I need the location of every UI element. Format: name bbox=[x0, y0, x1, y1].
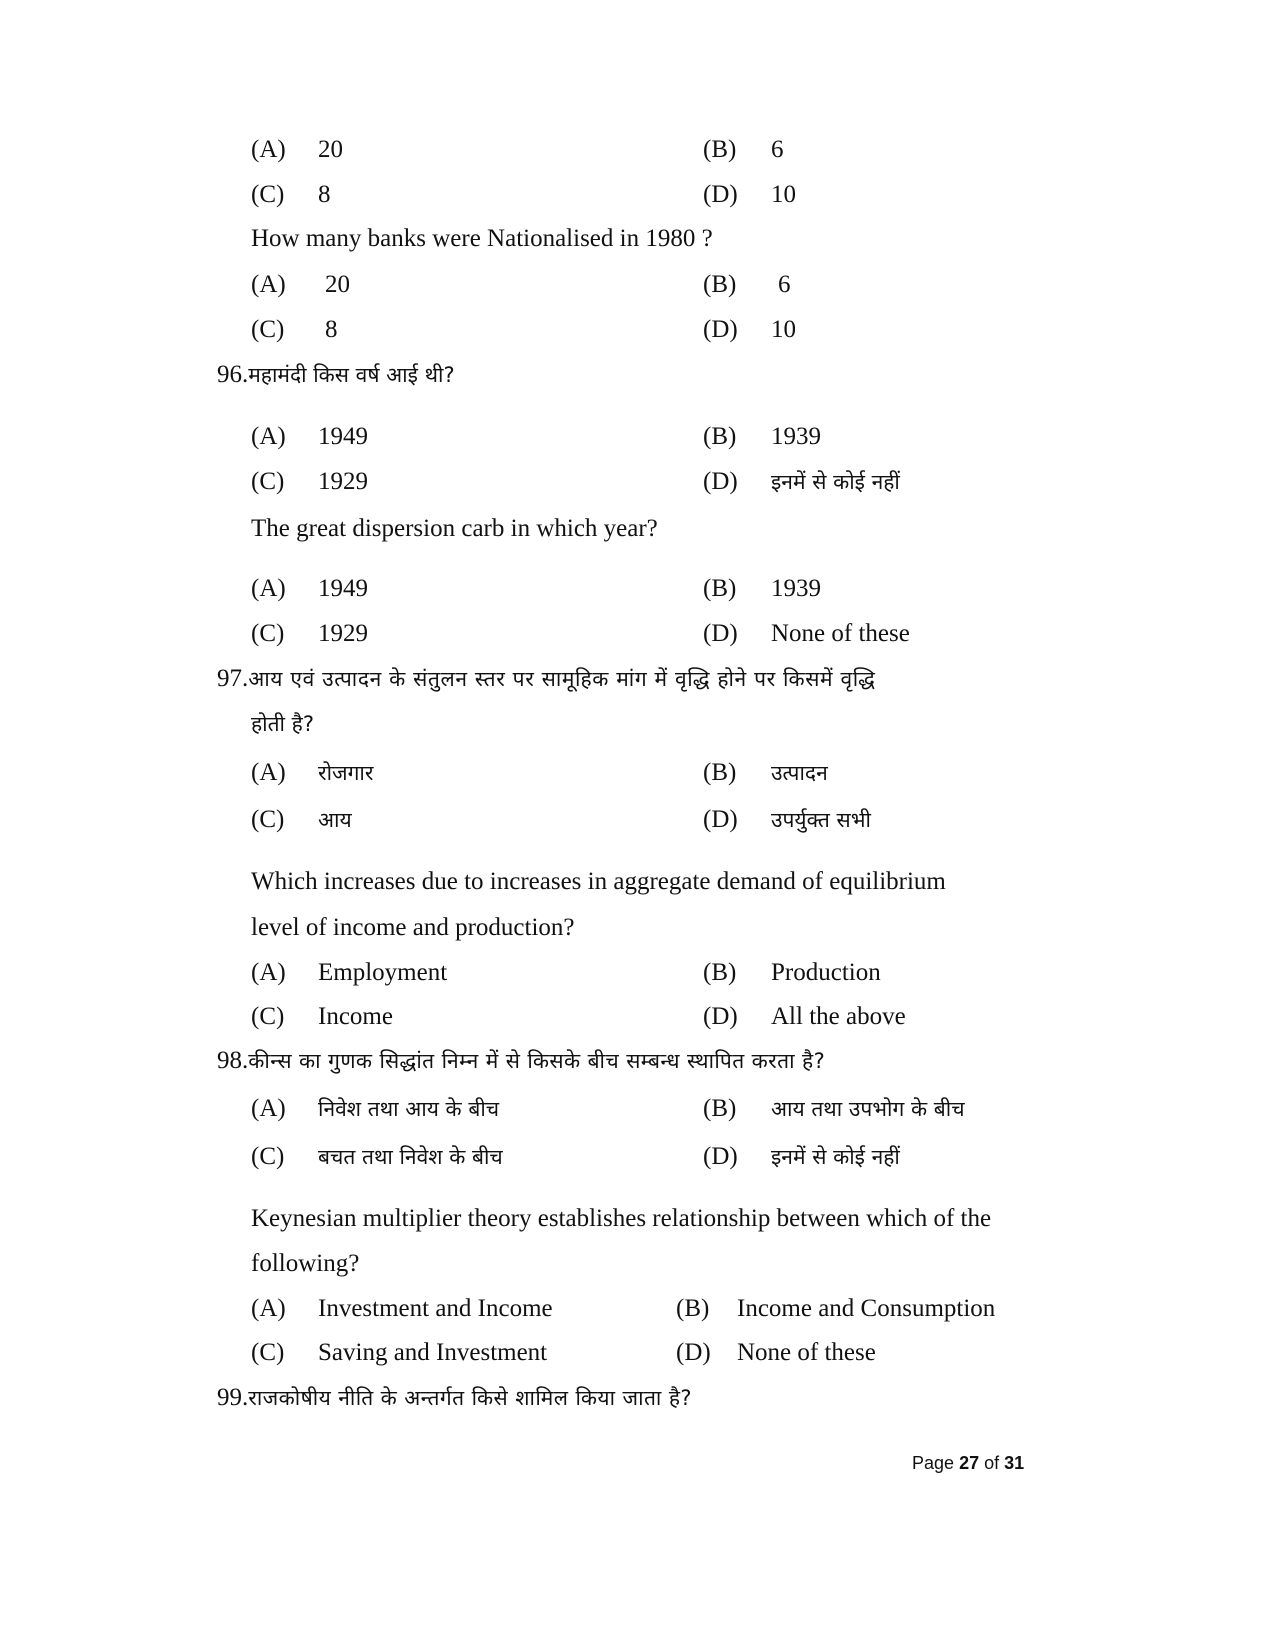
option-a-label: (A) bbox=[251, 1095, 286, 1122]
option-b-label: (B) bbox=[703, 271, 737, 298]
option-d-text: इनमें से कोई नहीं bbox=[771, 470, 900, 494]
option-d-text: None of these bbox=[737, 1339, 876, 1366]
option-c-label: (C) bbox=[251, 1143, 285, 1170]
option-a-text: 20 bbox=[318, 136, 343, 163]
option-a-label: (A) bbox=[251, 759, 286, 786]
option-b-text: उत्पादन bbox=[771, 761, 828, 785]
option-c-label: (C) bbox=[251, 1003, 285, 1030]
question-number: 97. bbox=[217, 665, 249, 692]
option-c-label: (C) bbox=[251, 806, 285, 833]
option-c-text: Income bbox=[318, 1003, 393, 1030]
option-d-label: (D) bbox=[703, 316, 738, 343]
option-c-text: 8 bbox=[318, 181, 331, 208]
option-d-text: None of these bbox=[771, 620, 910, 647]
option-c-text: आय bbox=[318, 808, 352, 832]
option-b-label: (B) bbox=[703, 959, 737, 986]
option-a-label: (A) bbox=[251, 959, 286, 986]
option-a-text: रोजगार bbox=[318, 761, 374, 785]
question-text-hindi: आय एवं उत्पादन के संतुलन स्तर पर सामूहिक मांग में वृद्धि होने पर किसमें वृद्धि bbox=[248, 667, 876, 691]
option-a-text: Investment and Income bbox=[318, 1295, 553, 1322]
question-number: 96. bbox=[217, 361, 249, 388]
option-a-label: (A) bbox=[251, 575, 286, 602]
question-text-english: How many banks were Nationalised in 1980 ? bbox=[251, 225, 713, 252]
option-b-text: आय तथा उपभोग के बीच bbox=[771, 1097, 965, 1121]
option-b-label: (B) bbox=[703, 136, 737, 163]
option-b-text: 1939 bbox=[771, 423, 821, 450]
option-d-text: 10 bbox=[771, 316, 796, 343]
option-b-label: (B) bbox=[703, 575, 737, 602]
option-b-text: 6 bbox=[778, 271, 791, 298]
option-b-text: Production bbox=[771, 959, 881, 986]
current-page: 27 bbox=[959, 1453, 980, 1473]
page-number bbox=[912, 1452, 1024, 1474]
question-97 bbox=[217, 664, 876, 694]
option-d-text: All the above bbox=[771, 1003, 906, 1030]
question-text-hindi: कीन्स का गुणक सिद्धांत निम्न में से किसके बीच सम्बन्ध स्थापित करता है? bbox=[248, 1049, 826, 1073]
option-d-text: उपर्युक्त सभी bbox=[771, 808, 871, 832]
question-text-english: Keynesian multiplier theory establishes relationship between which of the bbox=[251, 1205, 992, 1232]
option-c-text: बचत तथा निवेश के बीच bbox=[318, 1145, 503, 1169]
option-c-label: (C) bbox=[251, 468, 285, 495]
option-c-label: (C) bbox=[251, 620, 285, 647]
option-a-label: (A) bbox=[251, 136, 286, 163]
option-d-label: (D) bbox=[703, 468, 738, 495]
option-b-label: (B) bbox=[676, 1295, 710, 1322]
option-c-text: 1929 bbox=[318, 620, 368, 647]
option-b-text: 6 bbox=[771, 136, 784, 163]
option-d-label: (D) bbox=[703, 181, 738, 208]
option-d-label: (D) bbox=[676, 1339, 711, 1366]
option-c-text: Saving and Investment bbox=[318, 1339, 548, 1366]
question-number: 98. bbox=[217, 1047, 249, 1074]
of-word: of bbox=[984, 1453, 1000, 1473]
option-c-label: (C) bbox=[251, 181, 285, 208]
question-99 bbox=[217, 1383, 692, 1413]
option-a-label: (A) bbox=[251, 1295, 286, 1322]
question-text-english-cont: following? bbox=[251, 1250, 360, 1277]
option-a-text: निवेश तथा आय के बीच bbox=[318, 1097, 500, 1121]
question-96 bbox=[217, 360, 455, 390]
option-d-label: (D) bbox=[703, 1143, 738, 1170]
option-c-text: 1929 bbox=[318, 468, 368, 495]
option-c-label: (C) bbox=[251, 316, 285, 343]
option-b-label: (B) bbox=[703, 423, 737, 450]
page-word: Page bbox=[912, 1453, 955, 1473]
question-text-hindi-cont: होती है? bbox=[251, 712, 314, 736]
total-pages: 31 bbox=[1004, 1453, 1025, 1473]
option-d-text: 10 bbox=[771, 181, 796, 208]
option-a-label: (A) bbox=[251, 423, 286, 450]
question-text-hindi: महामंदी किस वर्ष आई थी? bbox=[248, 363, 455, 387]
option-a-text: 1949 bbox=[318, 575, 368, 602]
option-a-text: 20 bbox=[325, 271, 350, 298]
question-98 bbox=[217, 1046, 825, 1076]
question-number: 99. bbox=[217, 1384, 249, 1411]
option-c-text: 8 bbox=[325, 316, 338, 343]
option-d-label: (D) bbox=[703, 806, 738, 833]
option-b-label: (B) bbox=[703, 1095, 737, 1122]
option-a-text: 1949 bbox=[318, 423, 368, 450]
option-a-text: Employment bbox=[318, 959, 448, 986]
question-text-hindi: राजकोषीय नीति के अन्तर्गत किसे शामिल किया जाता है? bbox=[248, 1386, 692, 1410]
option-b-text: 1939 bbox=[771, 575, 821, 602]
question-text-english-cont: level of income and production? bbox=[251, 914, 575, 941]
option-d-text: इनमें से कोई नहीं bbox=[771, 1145, 900, 1169]
question-text-english: The great dispersion carb in which year? bbox=[251, 515, 658, 542]
option-d-label: (D) bbox=[703, 620, 738, 647]
option-c-label: (C) bbox=[251, 1339, 285, 1366]
option-b-text: Income and Consumption bbox=[737, 1295, 996, 1322]
option-d-label: (D) bbox=[703, 1003, 738, 1030]
question-text-english: Which increases due to increases in aggregate demand of equilibrium bbox=[251, 868, 946, 895]
option-b-label: (B) bbox=[703, 759, 737, 786]
option-a-label: (A) bbox=[251, 271, 286, 298]
